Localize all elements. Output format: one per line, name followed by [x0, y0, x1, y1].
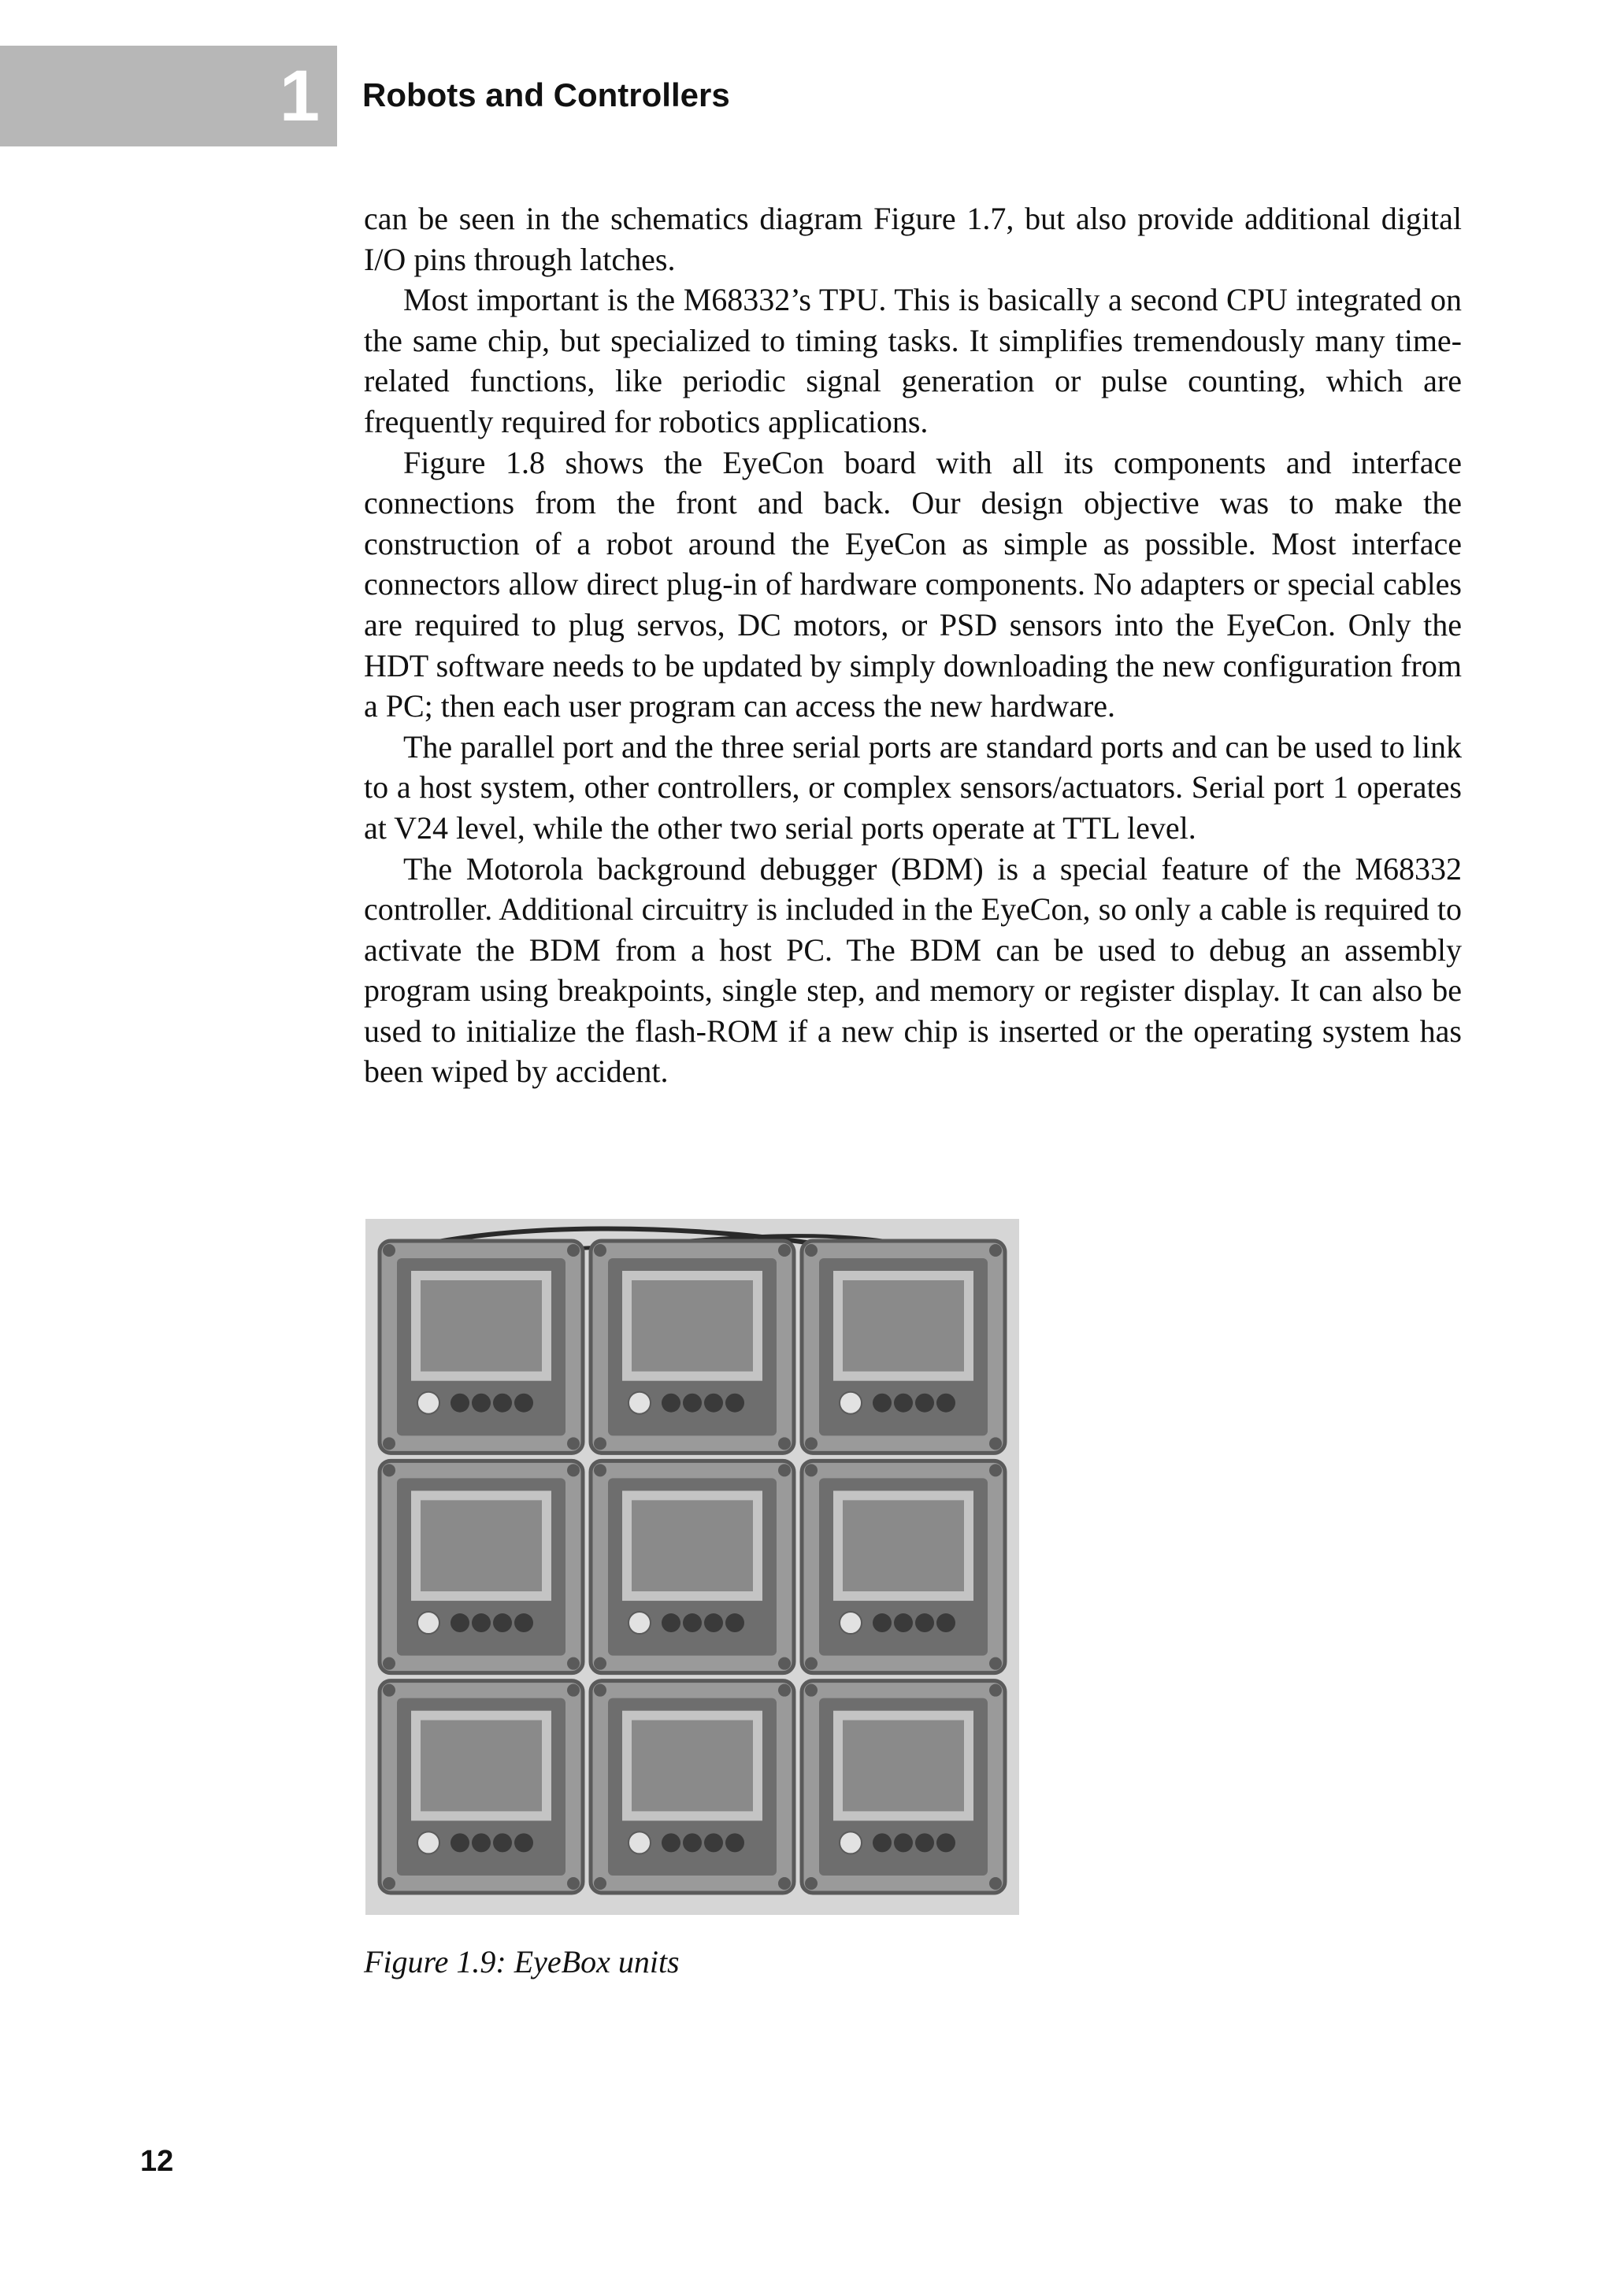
corner-screw [805, 1244, 818, 1257]
lcd-screen [632, 1280, 753, 1372]
corner-screw [383, 1244, 395, 1257]
input-button [451, 1394, 469, 1413]
input-button [662, 1833, 680, 1852]
input-button [662, 1394, 680, 1413]
paragraph: Figure 1.8 shows the EyeCon board with all its components and interface connections from the front and back. Our design objective was to make the construction of a robot around the EyeCon as simple as possible. Most interface connectors allow direct plug-in of hardware components. No adapters or special cables are required to plug servos, DC motors, or PSD sensors into the EyeCon. Only the HDT software needs to be updated by simply downloading the new configuration from a PC; then each user program can access the new hardware. [364, 444, 1462, 724]
power-knob [629, 1392, 651, 1414]
input-button [704, 1394, 723, 1413]
input-button [493, 1613, 512, 1632]
input-button [894, 1613, 913, 1632]
input-button [873, 1833, 892, 1852]
corner-screw [567, 1684, 580, 1697]
corner-screw [383, 1877, 395, 1890]
input-button [936, 1394, 955, 1413]
input-button [683, 1394, 702, 1413]
corner-screw [383, 1464, 395, 1476]
corner-screw [805, 1684, 818, 1697]
corner-screw [989, 1684, 1002, 1697]
lcd-screen [843, 1720, 964, 1812]
corner-screw [567, 1464, 580, 1476]
corner-screw [383, 1437, 395, 1450]
corner-screw [778, 1244, 791, 1257]
corner-screw [594, 1464, 606, 1476]
input-button [493, 1833, 512, 1852]
input-button [514, 1394, 533, 1413]
paragraph: The parallel port and the three serial ports are standard ports and can be used to link to a host system, other controllers, or complex sensors/actuators. Serial port 1 operates at V24 level, while the other two serial ports operate at TTL level. [364, 728, 1462, 846]
input-button [683, 1613, 702, 1632]
corner-screw [989, 1657, 1002, 1670]
corner-screw [594, 1437, 606, 1450]
lcd-screen [421, 1500, 542, 1591]
power-knob [840, 1612, 862, 1634]
corner-screw [594, 1657, 606, 1670]
paragraph: The Motorola background debugger (BDM) is a special feature of the M68332 controller. Additional circuitry is included in the EyeCon, so only a cable is required to activate the BDM from a host PC. The BDM can be used to debug an assembly program using breakpoints, single step, and memory or register display. It can also be used to initialize the flash-ROM if a new chip is inserted or the operating system has been wiped by accident. [364, 850, 1462, 1090]
input-button [514, 1833, 533, 1852]
lcd-screen [843, 1280, 964, 1372]
input-button [894, 1394, 913, 1413]
power-knob [417, 1831, 439, 1853]
input-button [704, 1613, 723, 1632]
input-button [451, 1833, 469, 1852]
lcd-screen [632, 1500, 753, 1591]
input-button [936, 1613, 955, 1632]
corner-screw [778, 1877, 791, 1890]
input-button [915, 1613, 934, 1632]
input-button [873, 1613, 892, 1632]
input-button [493, 1394, 512, 1413]
corner-screw [567, 1877, 580, 1890]
input-button [662, 1613, 680, 1632]
input-button [936, 1833, 955, 1852]
corner-screw [989, 1244, 1002, 1257]
running-head-title: Robots and Controllers [362, 76, 730, 113]
eyebox-photo-illustration [365, 1219, 1019, 1915]
power-knob [417, 1392, 439, 1414]
paragraph: Most important is the M68332’s TPU. This is basically a second CPU integrated on the same chip, but specialized to timing tasks. It simplifies tremendously many time-related functions, like periodic signal generation or pulse counting, which are frequently required for robotics applications. [364, 282, 1462, 439]
lcd-screen [632, 1720, 753, 1812]
corner-screw [778, 1464, 791, 1476]
corner-screw [805, 1464, 818, 1476]
corner-screw [383, 1684, 395, 1697]
input-button [472, 1394, 491, 1413]
corner-screw [989, 1437, 1002, 1450]
input-button [683, 1833, 702, 1852]
lcd-screen [421, 1280, 542, 1372]
chapter-number: 1 [279, 56, 320, 136]
input-button [451, 1613, 469, 1632]
corner-screw [989, 1464, 1002, 1476]
figure-eyebox-photo [365, 1219, 1019, 1915]
input-button [725, 1613, 744, 1632]
input-button [915, 1394, 934, 1413]
page-number: 12 [140, 2145, 174, 2178]
input-button [472, 1613, 491, 1632]
corner-screw [805, 1877, 818, 1890]
corner-screw [778, 1657, 791, 1670]
corner-screw [594, 1244, 606, 1257]
lcd-screen [421, 1720, 542, 1812]
figure-caption: Figure 1.9: EyeBox units [364, 1944, 680, 1979]
lcd-screen [843, 1500, 964, 1591]
paragraph: can be seen in the schematics diagram Figure 1.7, but also provide additional digital I/O pins through latches. [364, 201, 1462, 277]
corner-screw [567, 1657, 580, 1670]
input-button [514, 1613, 533, 1632]
corner-screw [594, 1684, 606, 1697]
power-knob [840, 1392, 862, 1414]
power-knob [629, 1831, 651, 1853]
corner-screw [778, 1437, 791, 1450]
input-button [725, 1394, 744, 1413]
corner-screw [383, 1657, 395, 1670]
input-button [894, 1833, 913, 1852]
power-knob [417, 1612, 439, 1634]
corner-screw [594, 1877, 606, 1890]
input-button [725, 1833, 744, 1852]
power-knob [629, 1612, 651, 1634]
input-button [873, 1394, 892, 1413]
corner-screw [805, 1657, 818, 1670]
body-text [364, 198, 1462, 1092]
input-button [704, 1833, 723, 1852]
corner-screw [567, 1244, 580, 1257]
input-button [915, 1833, 934, 1852]
corner-screw [805, 1437, 818, 1450]
corner-screw [567, 1437, 580, 1450]
chapter-tab [0, 46, 337, 146]
power-knob [840, 1831, 862, 1853]
input-button [472, 1833, 491, 1852]
corner-screw [989, 1877, 1002, 1890]
corner-screw [778, 1684, 791, 1697]
